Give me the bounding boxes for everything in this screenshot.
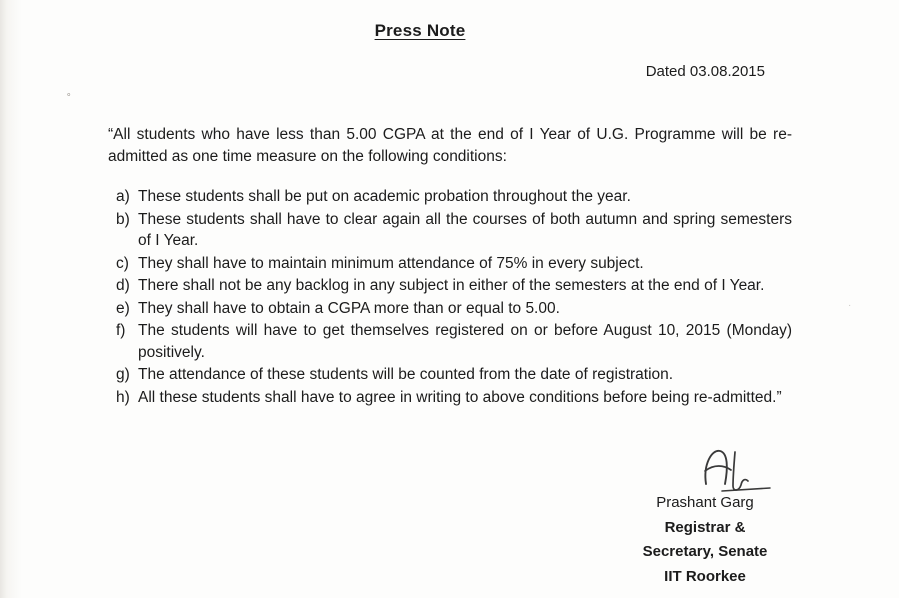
- list-item-label: c): [116, 254, 129, 272]
- list-item-text: They shall have to obtain a CGPA more than or equal to 5.00.: [138, 299, 560, 317]
- list-item: [108, 364, 792, 386]
- intro-paragraph: “All students who have less than 5.00 CGPA at the end of I Year of U.G. Programme will be re-admitted as one time measure on the following conditions:: [108, 126, 792, 165]
- list-item: [108, 298, 792, 320]
- document-body: [108, 124, 792, 409]
- scan-artifact: ·: [848, 300, 852, 311]
- list-item: [108, 253, 792, 275]
- list-item-label: e): [116, 299, 130, 317]
- signature-block: [600, 491, 810, 589]
- list-item-text: They shall have to maintain minimum attendance of 75% in every subject.: [138, 254, 644, 272]
- list-item: [108, 320, 792, 363]
- list-item-text: The students will have to get themselves registered on or before August 10, 2015 (Monday) positively.: [138, 322, 792, 361]
- date-line: Dated 03.08.2015: [645, 63, 765, 80]
- list-item-label: f): [116, 322, 126, 339]
- signatory-designation-1: Registrar &: [664, 518, 746, 536]
- signatory-name: Prashant Garg: [656, 494, 754, 511]
- page-title-text: Press Note: [374, 21, 466, 40]
- list-item-text: The attendance of these students will be counted from the date of registration.: [138, 366, 674, 383]
- page-title: [0, 21, 840, 41]
- list-item-label: d): [116, 277, 130, 294]
- list-item: [108, 186, 792, 208]
- scan-artifact: °: [64, 91, 72, 104]
- list-item-text: There shall not be any backlog in any subject in either of the semesters at the end of I Year.: [138, 277, 765, 294]
- signatory-organization: IIT Roorkee: [664, 567, 746, 585]
- conditions-list: [108, 186, 792, 408]
- list-item-label: b): [116, 210, 130, 228]
- list-item: [108, 275, 792, 297]
- signatory-designation-2: Secretary, Senate: [642, 543, 768, 560]
- list-item-label: h): [116, 388, 130, 406]
- list-item-text: These students shall have to clear again all the courses of both autumn and spring semesters of I Year.: [138, 210, 792, 249]
- list-item-text: These students shall be put on academic probation throughout the year.: [138, 188, 631, 205]
- list-item: [108, 209, 792, 252]
- list-item-label: a): [116, 188, 130, 205]
- list-item-text: All these students shall have to agree in writing to above conditions before being re-admitted.”: [138, 388, 782, 406]
- list-item-label: g): [116, 366, 130, 383]
- list-item: [108, 387, 792, 409]
